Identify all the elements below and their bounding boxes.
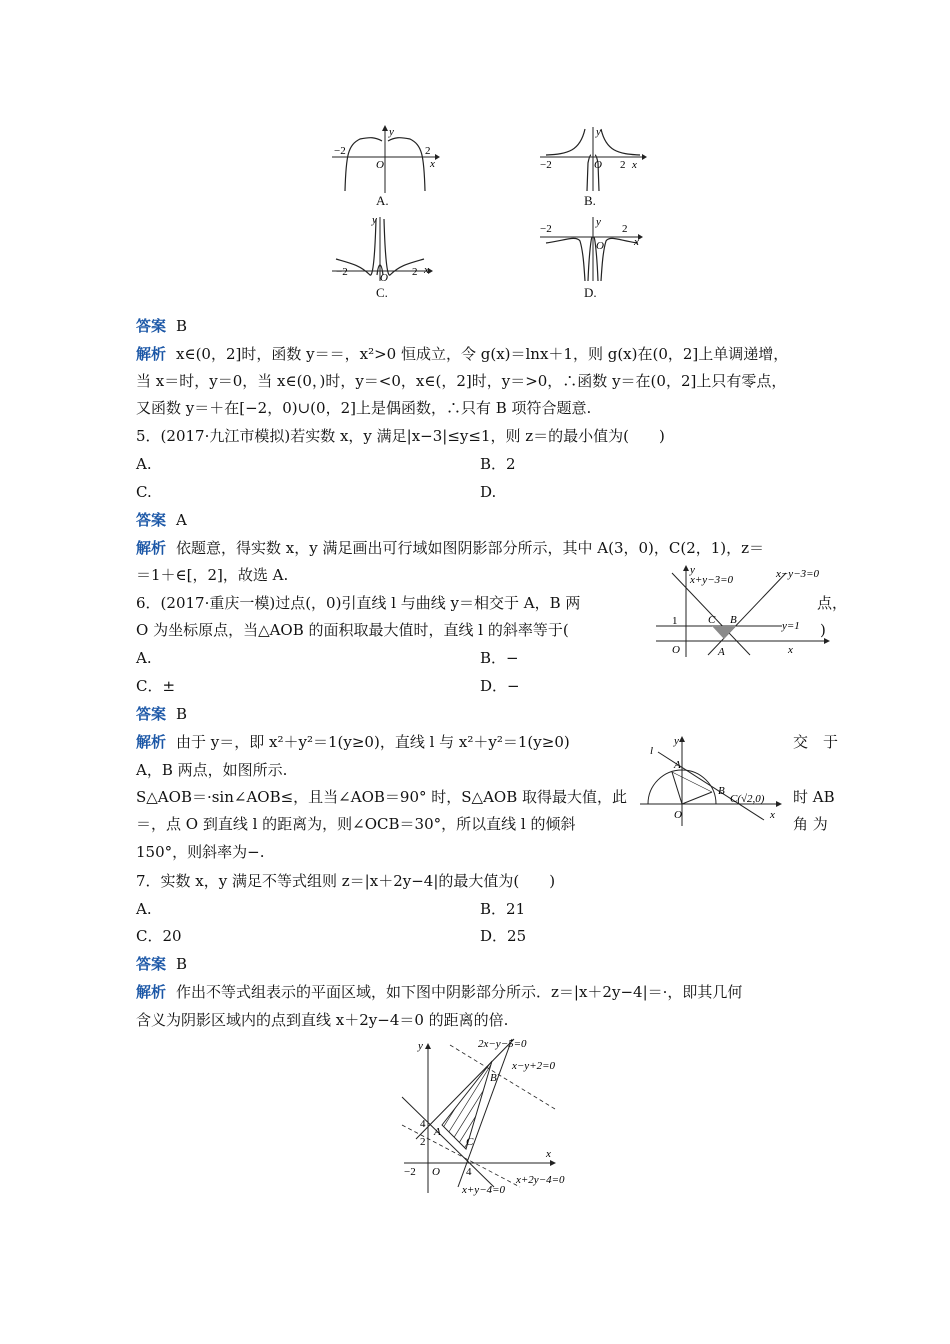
q5-option-a: A.	[136, 455, 152, 473]
q6-stem-tail1: 点，	[817, 594, 848, 612]
q6-analysis-tail1: 交 于	[793, 733, 839, 751]
q6-analysis-text1: 由于 y＝，即 x²＋y²＝1(y≥0)，直线 l 与 x²＋y²＝1(y≥0)	[176, 733, 570, 751]
q7-region-figure	[400, 1035, 585, 1195]
fig7-label-l1: 2x−y−5=0	[478, 1038, 527, 1050]
graph-option-a	[330, 125, 440, 195]
q7-option-a: A.	[136, 900, 152, 918]
q4-analysis-line3: 又函数 y＝＋在[−2，0)∪(0，2]上是偶函数，∴只有 B 项符合题意.	[136, 399, 592, 417]
fig5-label-a: A	[718, 646, 725, 658]
q7-option-b: B．21	[480, 900, 526, 918]
q6-analysis-line1	[136, 732, 570, 752]
q6-option-c: C．±	[136, 677, 176, 695]
q6-analysis-line4: ＝，点 O 到直线 l 的距离为，则∠OCB＝30°，所以直线 l 的倾斜	[136, 815, 576, 833]
q5-answer	[136, 510, 187, 530]
graph-a-y: y	[389, 126, 394, 138]
graph-b-y: y	[596, 126, 601, 138]
fig6-label-y: y	[674, 735, 679, 747]
fig6-label-x: x	[770, 809, 775, 821]
graph-d-label: D.	[584, 285, 597, 300]
fig7-label-a: A	[434, 1126, 441, 1138]
graph-b-origin: O	[594, 159, 602, 171]
fig7-label-b: B	[490, 1072, 497, 1084]
graph-b-neg2: −2	[540, 159, 552, 171]
q6-stem-tail2: )	[820, 621, 826, 639]
graph-d-neg2: −2	[540, 223, 552, 235]
graph-c-pos2: 2	[412, 266, 418, 278]
fig5-label-y1: y=1	[782, 620, 800, 632]
q6-option-a: A.	[136, 649, 152, 667]
fig7-label-4y: 4	[420, 1118, 426, 1130]
graph-d-y: y	[596, 216, 601, 228]
fig7-label-l2: x−y+2=0	[512, 1060, 556, 1072]
q6-analysis-line5: 150°，则斜率为−.	[136, 843, 265, 861]
q4-answer-value: B	[176, 317, 188, 335]
graph-c-y: y	[372, 214, 377, 226]
q6-analysis-tail3: 时 AB	[793, 788, 835, 806]
q5-option-b: B．2	[480, 455, 516, 473]
fig7-label-4x: 4	[466, 1166, 472, 1178]
graph-c-x: x	[424, 264, 429, 276]
fig6-label-b: B	[718, 785, 725, 797]
q4-analysis-text1: x∈(0，2]时，函数 y＝＝，x²>0 恒成立，令 g(x)＝lnx＋1，则 g(x)在(0，2]上单调递增，	[176, 345, 789, 363]
graph-option-d	[538, 215, 648, 285]
q5-analysis-text1: 依题意，得实数 x，y 满足画出可行域如图阴影部分所示，其中 A(3，0)，C(2，1)，z＝	[176, 539, 765, 557]
q6-stem-line2: O 为坐标原点，当△AOB 的面积取最大值时，直线 l 的斜率等于(	[136, 621, 569, 639]
fig7-label-neg2: −2	[404, 1166, 416, 1178]
graph-a-label: A.	[376, 193, 389, 208]
q6-semicircle-figure	[636, 732, 788, 828]
fig5-label-b: B	[730, 614, 737, 626]
graph-d-x: x	[634, 236, 639, 248]
graph-d-origin: O	[596, 240, 604, 252]
graph-a-x: x	[430, 158, 435, 170]
fig7-label-l4: x+2y−4=0	[516, 1174, 565, 1186]
fig7-label-x: x	[546, 1148, 551, 1160]
q6-option-b: B．−	[480, 649, 519, 667]
fig7-label-y: y	[418, 1040, 423, 1052]
fig7-label-o: O	[432, 1166, 440, 1178]
fig6-label-o: O	[674, 809, 682, 821]
graph-b-label: B.	[584, 193, 596, 208]
graph-option-c	[330, 215, 440, 285]
q7-answer-value: B	[176, 955, 188, 973]
q5-analysis-label: 解析	[136, 539, 167, 557]
q5-stem: 5．(2017·九江市模拟)若实数 x，y 满足|x−3|≤y≤1，则 z＝的最小值为( )	[136, 427, 665, 445]
q7-stem: 7．实数 x，y 满足不等式组则 z＝|x＋2y−4|的最大值为( )	[136, 872, 556, 890]
q6-option-d: D．−	[480, 677, 520, 695]
q6-analysis-tail4: 角 为	[793, 815, 828, 833]
q7-analysis-text1: 作出不等式组表示的平面区域，如下图中阴影部分所示．z＝|x＋2y−4|＝·，即其几何	[176, 983, 743, 1001]
q5-analysis-line2: ＝1＋∈[，2]，故选 A.	[136, 566, 289, 584]
fig6-label-l: l	[650, 745, 654, 757]
fig5-label-line2: x−y−3=0	[776, 568, 820, 580]
q6-answer-label: 答案	[136, 705, 167, 723]
q4-answer-label: 答案	[136, 317, 167, 335]
graph-c-label: C.	[376, 285, 388, 300]
q6-analysis-line2: A，B 两点，如图所示.	[136, 761, 288, 779]
fig7-label-c: C	[466, 1136, 474, 1148]
q5-answer-value: A	[176, 511, 187, 529]
q4-analysis-line1	[136, 344, 788, 364]
graph-d-pos2: 2	[622, 223, 628, 235]
fig6-label-c: C(√2,0)	[730, 793, 765, 805]
graph-b-pos2: 2	[620, 159, 626, 171]
fig5-label-x: x	[788, 644, 793, 656]
fig7-label-2y: 2	[420, 1136, 426, 1148]
fig5-label-o: O	[672, 644, 680, 656]
fig5-label-line1: x+y−3=0	[690, 574, 734, 586]
q4-answer	[136, 316, 187, 336]
graph-c-origin: O	[380, 272, 388, 284]
fig5-label-c: C	[708, 614, 716, 626]
q4-analysis-line2: 当 x＝时，y＝0，当 x∈(0，)时，y＝<0，x∈(，2]时，y＝>0，∴函数 y＝在(0，2]上只有零点，	[136, 372, 787, 390]
q6-answer-value: B	[176, 705, 188, 723]
q5-option-d: D.	[480, 483, 497, 501]
q6-analysis-label: 解析	[136, 733, 167, 751]
q6-answer	[136, 704, 187, 724]
q7-option-c: C．20	[136, 927, 182, 945]
fig7-label-l3: x+y−4=0	[462, 1184, 506, 1196]
q7-option-d: D．25	[480, 927, 527, 945]
q7-analysis-line2: 含义为阴影区域内的点到直线 x＋2y−4＝0 的距离的倍.	[136, 1011, 509, 1029]
q7-analysis-line1	[136, 982, 742, 1002]
q7-answer	[136, 954, 187, 974]
q7-answer-label: 答案	[136, 955, 167, 973]
q5-analysis-line1	[136, 538, 764, 558]
graph-a-pos2: 2	[425, 145, 431, 157]
q5-answer-label: 答案	[136, 511, 167, 529]
q6-analysis-line3: S△AOB＝·sin∠AOB≤，且当∠AOB＝90° 时，S△AOB 取得最大值，此	[136, 788, 627, 806]
q4-analysis-label: 解析	[136, 345, 167, 363]
graph-a-neg2: −2	[334, 145, 346, 157]
q7-analysis-label: 解析	[136, 983, 167, 1001]
fig5-label-one: 1	[672, 615, 678, 627]
q5-feasible-region-figure	[652, 563, 842, 659]
fig5-label-y: y	[690, 564, 695, 576]
graph-a-origin: O	[376, 159, 384, 171]
fig6-label-a: A	[674, 759, 681, 771]
graph-c-neg2: −2	[336, 266, 348, 278]
q6-stem-line1: 6．(2017·重庆一模)过点(，0)引直线 l 与曲线 y＝相交于 A，B 两	[136, 594, 581, 612]
graph-b-x: x	[632, 159, 637, 171]
q5-option-c: C.	[136, 483, 152, 501]
graph-option-b	[538, 125, 648, 195]
